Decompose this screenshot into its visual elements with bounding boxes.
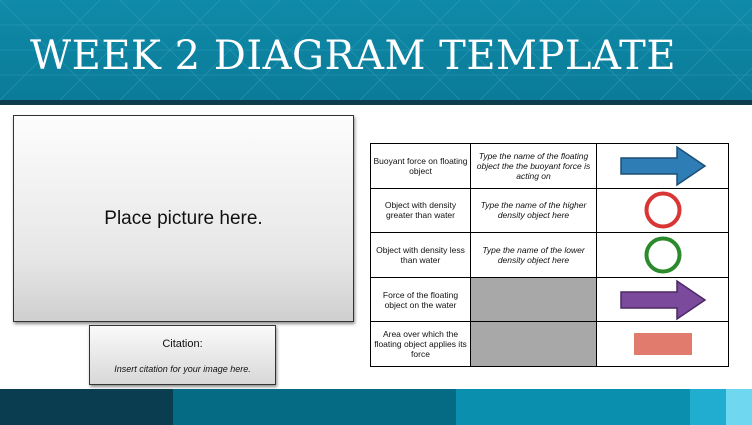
picture-placeholder-text: Place picture here.	[104, 207, 263, 229]
row-label: Area over which the floating object applies its force	[371, 322, 471, 367]
row-symbol-cell	[597, 322, 729, 367]
citation-box[interactable]	[89, 325, 276, 385]
table-row	[371, 144, 729, 189]
footer-segment	[726, 389, 752, 425]
row-symbol-cell	[597, 277, 729, 322]
citation-note: Insert citation for your image here.	[114, 364, 251, 374]
row-symbol-cell	[597, 188, 729, 233]
row-label: Force of the floating object on the water	[371, 277, 471, 322]
row-hint[interactable]: Type the name of the floating object the the buoyant force is acting on	[471, 144, 597, 189]
header-banner	[0, 0, 752, 100]
green-circle-icon	[643, 235, 683, 275]
table-row	[371, 188, 729, 233]
page-title: WEEK 2 DIAGRAM TEMPLATE	[30, 33, 677, 79]
picture-placeholder[interactable]	[13, 115, 354, 322]
footer-segment	[690, 389, 726, 425]
citation-label: Citation:	[162, 338, 203, 350]
row-symbol-cell	[597, 233, 729, 278]
footer-segment	[173, 389, 456, 425]
row-hint[interactable]: Type the name of the higher density object here	[471, 188, 597, 233]
row-label: Object with density greater than water	[371, 188, 471, 233]
header-divider	[0, 100, 752, 105]
row-hint[interactable]: Type the name of the lower density object here	[471, 233, 597, 278]
blue-arrow-icon	[619, 145, 707, 187]
row-label: Object with density less than water	[371, 233, 471, 278]
table-row	[371, 233, 729, 278]
footer-bar	[0, 389, 752, 425]
diagram-table	[370, 143, 729, 367]
row-symbol-cell	[597, 144, 729, 189]
footer-segment	[0, 389, 173, 425]
purple-arrow-icon	[619, 279, 707, 321]
salmon-rectangle-icon	[633, 332, 693, 356]
table-row	[371, 322, 729, 367]
table-row	[371, 277, 729, 322]
footer-segment	[456, 389, 690, 425]
row-hint-empty	[471, 277, 597, 322]
row-hint-empty	[471, 322, 597, 367]
red-circle-icon	[643, 190, 683, 230]
row-label: Buoyant force on floating object	[371, 144, 471, 189]
